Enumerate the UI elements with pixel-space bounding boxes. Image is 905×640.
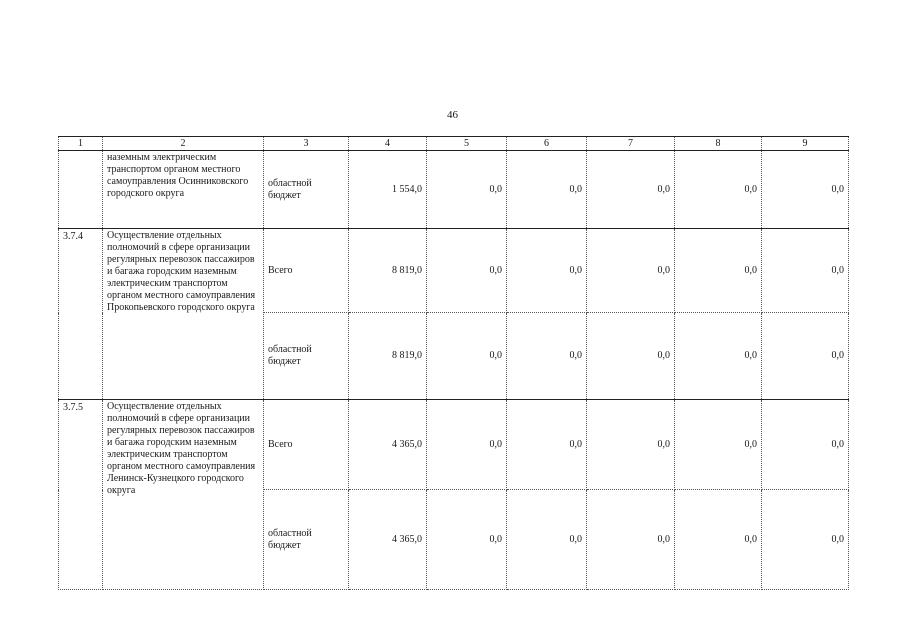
header-cell: 4: [349, 137, 427, 151]
value-cell: 0,0: [587, 400, 675, 490]
row-code: [59, 151, 103, 229]
value-cell: 4 365,0: [349, 400, 427, 490]
header-cell: 7: [587, 137, 675, 151]
value-cell: 0,0: [675, 313, 762, 400]
value-cell: 0,0: [427, 229, 507, 313]
value-cell: 0,0: [507, 400, 587, 490]
funding-source: областной бюджет: [264, 490, 349, 590]
value-cell: 0,0: [675, 151, 762, 229]
header-row: [59, 137, 849, 151]
value-cell: 0,0: [762, 490, 849, 590]
value-cell: 0,0: [762, 400, 849, 490]
header-cell: 5: [427, 137, 507, 151]
value-cell: 8 819,0: [349, 229, 427, 313]
header-cell: 3: [264, 137, 349, 151]
row-description: Осуществление отдельных полномочий в сфере организации регулярных перевозок пассажиров и багажа городским наземным электрическим транспортом органом местного самоуправления Ленинск-Кузнецкого городского округа: [103, 400, 264, 590]
value-cell: 0,0: [427, 400, 507, 490]
value-cell: 0,0: [507, 490, 587, 590]
header-cell: 6: [507, 137, 587, 151]
value-cell: 0,0: [675, 229, 762, 313]
value-cell: 0,0: [675, 490, 762, 590]
funding-source: областной бюджет: [264, 151, 349, 229]
value-cell: 0,0: [507, 229, 587, 313]
header-cell: 9: [762, 137, 849, 151]
table-row: [59, 151, 849, 229]
value-cell: 0,0: [427, 151, 507, 229]
value-cell: 0,0: [762, 229, 849, 313]
value-cell: 0,0: [507, 151, 587, 229]
value-cell: 0,0: [587, 151, 675, 229]
value-cell: 0,0: [427, 313, 507, 400]
row-description: Осуществление отдельных полномочий в сфере организации регулярных перевозок пассажиров и багажа городским наземным электрическим транспортом органом местного самоуправления Прокопьевского городского округа: [103, 229, 264, 400]
row-code: 3.7.4: [59, 229, 103, 400]
value-cell: 0,0: [675, 400, 762, 490]
table-row: [59, 400, 849, 490]
funding-source: областной бюджет: [264, 313, 349, 400]
row-description: наземным электрическим транспортом органом местного самоуправления Осинниковского городского округа: [103, 151, 264, 229]
value-cell: 4 365,0: [349, 490, 427, 590]
value-cell: 1 554,0: [349, 151, 427, 229]
header-cell: 8: [675, 137, 762, 151]
value-cell: 8 819,0: [349, 313, 427, 400]
header-cell: 1: [59, 137, 103, 151]
funding-source: Всего: [264, 229, 349, 313]
page-number: 46: [447, 109, 458, 121]
header-cell: 2: [103, 137, 264, 151]
value-cell: 0,0: [507, 313, 587, 400]
row-code: 3.7.5: [59, 400, 103, 590]
value-cell: 0,0: [762, 313, 849, 400]
value-cell: 0,0: [587, 490, 675, 590]
table-row: [59, 229, 849, 313]
value-cell: 0,0: [427, 490, 507, 590]
value-cell: 0,0: [587, 313, 675, 400]
budget-table: [58, 136, 849, 590]
funding-source: Всего: [264, 400, 349, 490]
value-cell: 0,0: [762, 151, 849, 229]
value-cell: 0,0: [587, 229, 675, 313]
